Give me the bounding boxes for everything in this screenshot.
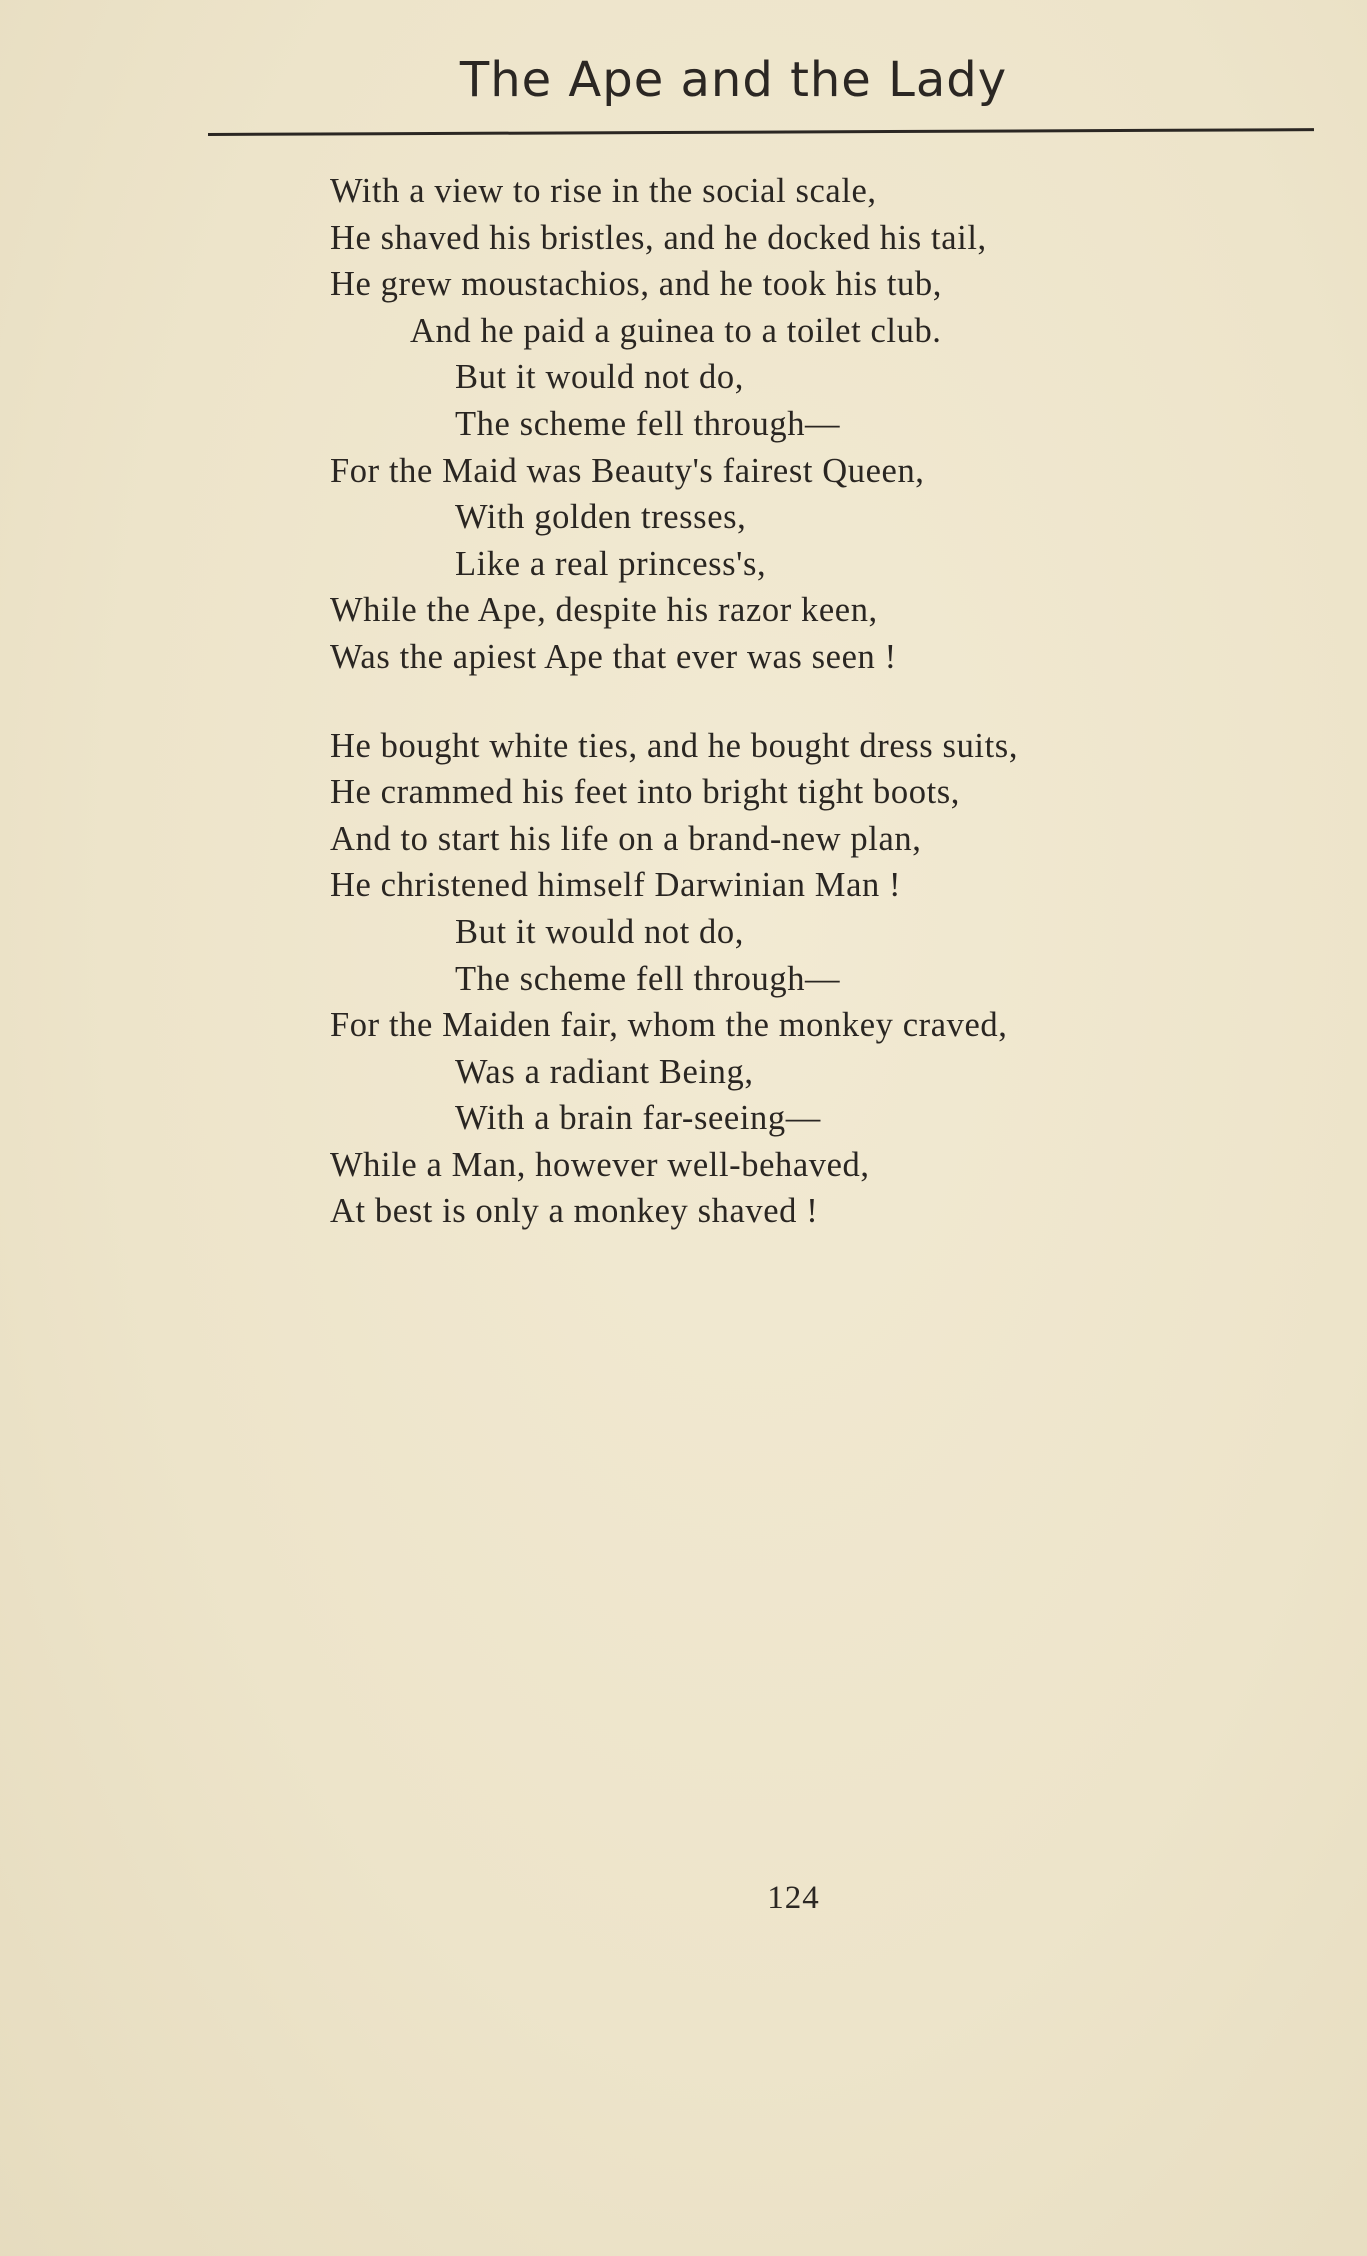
verse-line: But it would not do, [455,358,744,397]
verse-line: With a view to rise in the social scale, [330,172,877,210]
verse-line: With golden tresses, [455,498,747,537]
verse-line: While a Man, however well-behaved, [330,1145,870,1184]
poem [330,168,1230,1235]
verse-line: He grew moustachios, and he took his tub, [330,265,942,304]
verse-line: While the Ape, despite his razor keen, [330,591,878,630]
verse-line: And he paid a guinea to a toilet club. [410,311,942,350]
verse-line: He christened himself Darwinian Man ! [330,866,902,905]
page-number: 124 [767,1880,820,1916]
verse-line: For the Maiden fair, whom the monkey craved, [330,1006,1008,1045]
verse-line: With a brain far-seeing— [455,1099,821,1138]
verse-line: Was the apiest Ape that ever was seen ! [330,637,897,676]
verse-line: He shaved his bristles, and he docked his tail, [330,218,987,257]
verse-line: He crammed his feet into bright tight boots, [330,773,961,812]
verse-line: The scheme fell through— [455,959,841,998]
verse-line: Was a radiant Being, [455,1052,754,1091]
verse-line: He bought white ties, and he bought dress suits, [330,726,1019,765]
running-title: The Ape and the Lady [459,52,1008,108]
verse-line: At best is only a monkey shaved ! [330,1192,819,1231]
verse-line: Like a real princess's, [455,544,767,583]
verse-line: The scheme fell through— [455,404,841,443]
header-rule [208,128,1314,136]
verse-line: But it would not do, [455,912,744,951]
verse-line: For the Maid was Beauty's fairest Queen, [330,451,925,490]
stanza-2 [330,723,1230,1236]
verse-line: And to start his life on a brand-new plan, [330,819,922,858]
stanza-1 [330,168,1230,681]
